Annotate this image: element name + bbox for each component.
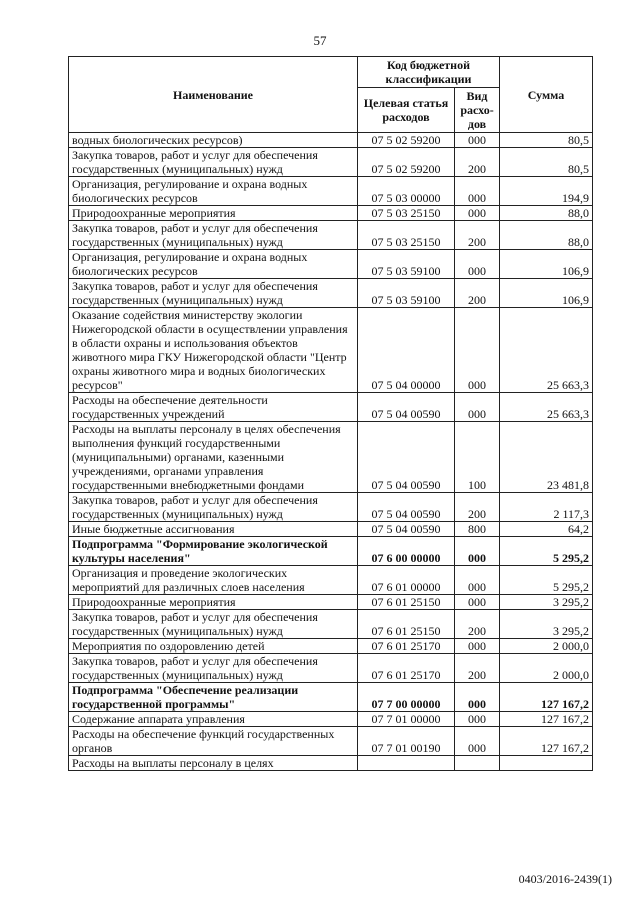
table-row bbox=[69, 712, 593, 727]
table-row bbox=[69, 595, 593, 610]
row-expense-type: 200 bbox=[455, 221, 500, 250]
table-row bbox=[69, 493, 593, 522]
table-row bbox=[69, 250, 593, 279]
table-row bbox=[69, 393, 593, 422]
row-target-code: 07 6 01 25170 bbox=[358, 639, 455, 654]
row-amount: 5 295,2 bbox=[500, 537, 593, 566]
row-amount: 3 295,2 bbox=[500, 595, 593, 610]
row-name: Закупка товаров, работ и услуг для обеспечения государственных (муниципальных) нужд bbox=[69, 148, 358, 177]
row-amount: 80,5 bbox=[500, 133, 593, 148]
row-amount: 5 295,2 bbox=[500, 566, 593, 595]
table-row bbox=[69, 566, 593, 595]
row-name: Закупка товаров, работ и услуг для обеспечения государственных (муниципальных) нужд bbox=[69, 654, 358, 683]
row-expense-type bbox=[455, 756, 500, 771]
table-row bbox=[69, 639, 593, 654]
row-expense-type: 000 bbox=[455, 712, 500, 727]
row-expense-type: 800 bbox=[455, 522, 500, 537]
row-expense-type: 000 bbox=[455, 537, 500, 566]
row-name: Закупка товаров, работ и услуг для обеспечения государственных (муниципальных) нужд bbox=[69, 221, 358, 250]
row-expense-type: 000 bbox=[455, 133, 500, 148]
row-expense-type: 200 bbox=[455, 610, 500, 639]
row-target-code: 07 5 03 00000 bbox=[358, 177, 455, 206]
row-name: Организация и проведение экологических мероприятий для различных слоев населения bbox=[69, 566, 358, 595]
table-row bbox=[69, 206, 593, 221]
table-row bbox=[69, 221, 593, 250]
budget-table bbox=[68, 56, 593, 771]
table-row bbox=[69, 727, 593, 756]
row-expense-type: 000 bbox=[455, 727, 500, 756]
row-name: Оказание содействия министерству экологии Нижегородской области в осуществлении управления в области охраны и использования объектов животного мира ГКУ Нижегородской области "Центр охраны животного мира и водных биологических ресурсов" bbox=[69, 308, 358, 393]
row-target-code: 07 6 01 25150 bbox=[358, 610, 455, 639]
row-target-code: 07 7 00 00000 bbox=[358, 683, 455, 712]
row-amount: 64,2 bbox=[500, 522, 593, 537]
table-row bbox=[69, 308, 593, 393]
row-expense-type: 000 bbox=[455, 566, 500, 595]
header-amount: Сумма bbox=[500, 57, 593, 133]
document-code: 0403/2016-2439(1) bbox=[518, 872, 612, 886]
row-expense-type: 100 bbox=[455, 422, 500, 493]
table-body bbox=[69, 133, 593, 771]
row-target-code: 07 5 04 00590 bbox=[358, 493, 455, 522]
header-expense-type: Вид расхо-дов bbox=[455, 88, 500, 133]
row-target-code: 07 7 01 00000 bbox=[358, 712, 455, 727]
row-target-code: 07 5 03 25150 bbox=[358, 221, 455, 250]
row-amount: 80,5 bbox=[500, 148, 593, 177]
row-name: Мероприятия по оздоровлению детей bbox=[69, 639, 358, 654]
table-row bbox=[69, 522, 593, 537]
row-expense-type: 000 bbox=[455, 308, 500, 393]
row-target-code: 07 5 04 00590 bbox=[358, 393, 455, 422]
row-name: Содержание аппарата управления bbox=[69, 712, 358, 727]
row-name: Закупка товаров, работ и услуг для обеспечения государственных (муниципальных) нужд bbox=[69, 610, 358, 639]
row-name: Подпрограмма "Обеспечение реализации государственной программы" bbox=[69, 683, 358, 712]
table-row bbox=[69, 133, 593, 148]
row-amount: 127 167,2 bbox=[500, 727, 593, 756]
table-row bbox=[69, 683, 593, 712]
row-amount: 194,9 bbox=[500, 177, 593, 206]
row-name: Расходы на обеспечение функций государственных органов bbox=[69, 727, 358, 756]
table-row bbox=[69, 148, 593, 177]
row-expense-type: 000 bbox=[455, 177, 500, 206]
row-target-code: 07 5 03 59100 bbox=[358, 250, 455, 279]
row-amount: 2 000,0 bbox=[500, 654, 593, 683]
row-name: Иные бюджетные ассигнования bbox=[69, 522, 358, 537]
row-target-code: 07 5 04 00590 bbox=[358, 522, 455, 537]
row-name: Расходы на выплаты персоналу в целях bbox=[69, 756, 358, 771]
table-row bbox=[69, 537, 593, 566]
row-amount: 3 295,2 bbox=[500, 610, 593, 639]
table-row bbox=[69, 177, 593, 206]
row-target-code: 07 6 01 25150 bbox=[358, 595, 455, 610]
row-name: Закупка товаров, работ и услуг для обеспечения государственных (муниципальных) нужд bbox=[69, 279, 358, 308]
row-target-code: 07 5 04 00590 bbox=[358, 422, 455, 493]
row-amount bbox=[500, 756, 593, 771]
row-expense-type: 000 bbox=[455, 683, 500, 712]
row-expense-type: 200 bbox=[455, 148, 500, 177]
row-amount: 23 481,8 bbox=[500, 422, 593, 493]
row-expense-type: 000 bbox=[455, 250, 500, 279]
row-target-code: 07 6 01 25170 bbox=[358, 654, 455, 683]
table-row bbox=[69, 422, 593, 493]
row-amount: 25 663,3 bbox=[500, 308, 593, 393]
row-amount: 25 663,3 bbox=[500, 393, 593, 422]
header-name: Наименование bbox=[69, 57, 358, 133]
row-amount: 106,9 bbox=[500, 250, 593, 279]
row-amount: 2 000,0 bbox=[500, 639, 593, 654]
row-expense-type: 000 bbox=[455, 595, 500, 610]
row-target-code: 07 6 00 00000 bbox=[358, 537, 455, 566]
header-row-1 bbox=[69, 57, 593, 88]
table-row bbox=[69, 610, 593, 639]
row-name: Расходы на обеспечение деятельности государственных учреждений bbox=[69, 393, 358, 422]
row-target-code: 07 5 03 59100 bbox=[358, 279, 455, 308]
row-expense-type: 200 bbox=[455, 654, 500, 683]
row-name: Организация, регулирование и охрана водных биологических ресурсов bbox=[69, 250, 358, 279]
row-amount: 127 167,2 bbox=[500, 712, 593, 727]
row-target-code bbox=[358, 756, 455, 771]
row-amount: 88,0 bbox=[500, 221, 593, 250]
row-expense-type: 200 bbox=[455, 279, 500, 308]
header-budget-code: Код бюджетной классификации bbox=[358, 57, 500, 88]
row-target-code: 07 5 03 25150 bbox=[358, 206, 455, 221]
row-amount: 2 117,3 bbox=[500, 493, 593, 522]
row-amount: 106,9 bbox=[500, 279, 593, 308]
table-row bbox=[69, 756, 593, 771]
table-row bbox=[69, 279, 593, 308]
row-amount: 88,0 bbox=[500, 206, 593, 221]
row-name: Расходы на выплаты персоналу в целях обеспечения выполнения функций государственными (муниципальными) органами, казенными учреждениями, органами управления государственными внебюджетными фондами bbox=[69, 422, 358, 493]
header-target-item: Целевая статья расходов bbox=[358, 88, 455, 133]
page-number: 57 bbox=[313, 33, 327, 48]
row-target-code: 07 6 01 00000 bbox=[358, 566, 455, 595]
row-expense-type: 200 bbox=[455, 493, 500, 522]
row-expense-type: 000 bbox=[455, 639, 500, 654]
row-target-code: 07 5 02 59200 bbox=[358, 148, 455, 177]
row-name: Закупка товаров, работ и услуг для обеспечения государственных (муниципальных) нужд bbox=[69, 493, 358, 522]
row-name: Природоохранные мероприятия bbox=[69, 206, 358, 221]
table-row bbox=[69, 654, 593, 683]
row-expense-type: 000 bbox=[455, 393, 500, 422]
row-expense-type: 000 bbox=[455, 206, 500, 221]
row-name: Организация, регулирование и охрана водных биологических ресурсов bbox=[69, 177, 358, 206]
row-name: Подпрограмма "Формирование экологической культуры населения" bbox=[69, 537, 358, 566]
row-target-code: 07 7 01 00190 bbox=[358, 727, 455, 756]
row-target-code: 07 5 02 59200 bbox=[358, 133, 455, 148]
row-name: Природоохранные мероприятия bbox=[69, 595, 358, 610]
row-name: водных биологических ресурсов) bbox=[69, 133, 358, 148]
row-amount: 127 167,2 bbox=[500, 683, 593, 712]
row-target-code: 07 5 04 00000 bbox=[358, 308, 455, 393]
